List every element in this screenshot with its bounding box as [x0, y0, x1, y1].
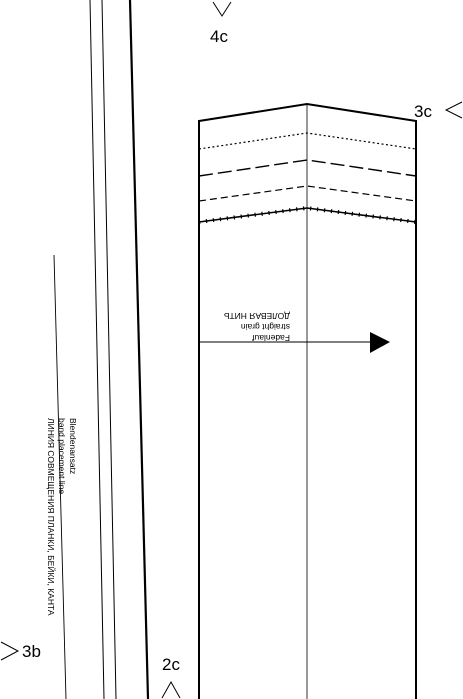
band-dashed-line-1 [199, 160, 416, 176]
band-piece [199, 104, 416, 699]
grainline-text-1: Fadenlauf [252, 333, 290, 343]
notch-2c [162, 655, 180, 698]
left-cut-line-outer [90, 0, 104, 699]
band-top-edge [199, 104, 416, 699]
band-dashed-line-2 [199, 186, 416, 201]
grainline-text-2: straight grain [240, 322, 290, 332]
left-seam-line [130, 0, 148, 699]
notch-3c-triangle [446, 102, 462, 118]
band-placement-text-2: band placement line [57, 418, 67, 495]
notch-3c [414, 102, 462, 121]
band-stitch-dots [199, 208, 416, 222]
notch-4c [210, 2, 231, 46]
notch-3b-triangle [1, 642, 18, 660]
band-stitch-line [199, 208, 416, 222]
grainline-arrow [200, 332, 390, 353]
band-placement-label [46, 418, 78, 616]
notch-4c-label: 4c [210, 27, 228, 46]
notch-4c-triangle [213, 2, 231, 16]
notch-2c-triangle [162, 682, 180, 698]
notch-2c-label: 2c [162, 655, 180, 674]
grainline-text-3: ДОЛЕВАЯ НИТЬ [223, 311, 290, 321]
left-cut-line-inner [102, 0, 116, 699]
band-placement-text-1: Blendenansatz [68, 418, 78, 475]
notch-3b [1, 642, 41, 661]
band-placement-text-3: ЛИНИЯ СОВМЕЩЕНИЯ ПЛАНКИ, БЕЙКИ, КАНТА [46, 418, 56, 616]
grainline-label [223, 311, 290, 343]
notch-3c-label: 3c [414, 102, 432, 121]
notch-3b-label: 3b [22, 642, 41, 661]
grainline-arrowhead [370, 332, 390, 353]
band-dotted-line [199, 133, 416, 149]
